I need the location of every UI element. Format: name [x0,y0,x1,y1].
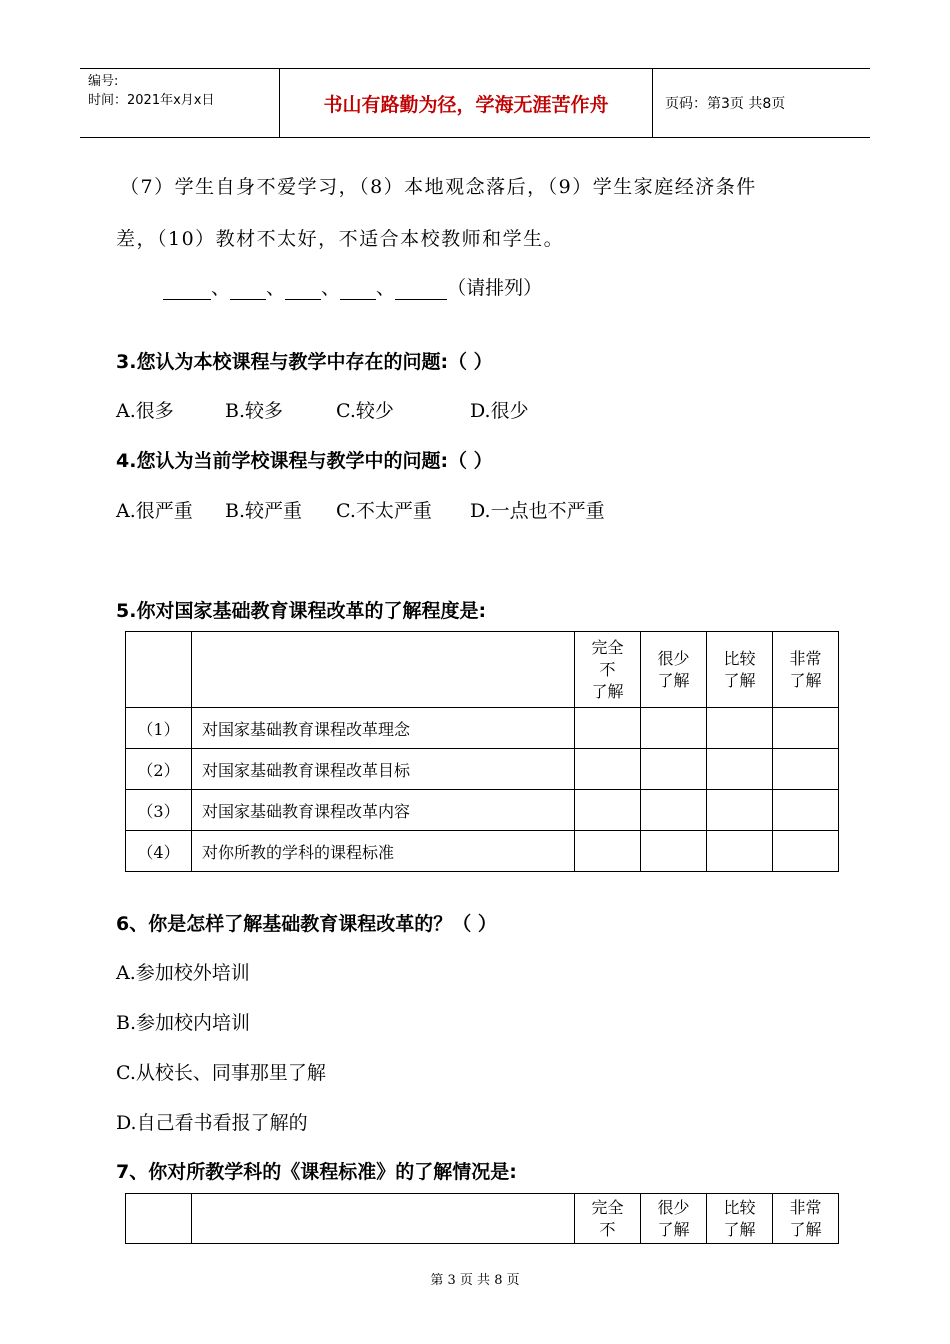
header-motto: 书山有路勤为径，学海无涯苦作舟 [280,69,653,137]
q7-header-very: 非常 了解 [773,1194,839,1244]
table-row [126,831,839,872]
table-header-row [126,632,839,708]
q5-header-none: 完全 不 了解 [575,632,641,708]
table-cell [126,1194,192,1244]
q5-table [125,631,839,872]
row-number: （1） [126,708,192,749]
answer-cell[interactable] [773,831,839,872]
question-5-title: 5.你对国家基础教育课程改革的了解程度是: [116,600,487,622]
answer-cell[interactable] [575,749,641,790]
rank-blank[interactable] [285,279,321,300]
intro-line-1: （7）学生自身不爱学习，（8）本地观念落后，（9）学生家庭经济条件 [120,176,757,198]
row-item: 对国家基础教育课程改革理念 [192,708,575,749]
q7-header-none: 完全 不 [575,1194,641,1244]
q6-option-b[interactable]: B.参加校内培训 [116,1012,251,1034]
q3-option-b[interactable]: B.较多 [225,400,284,422]
rank-separator: 、 [321,277,341,299]
row-item: 对你所教的学科的课程标准 [192,831,575,872]
answer-cell[interactable] [641,708,707,749]
answer-cell[interactable] [575,831,641,872]
document-number-label: 编号: [88,74,119,89]
row-item: 对国家基础教育课程改革目标 [192,749,575,790]
q6-option-a[interactable]: A.参加校外培训 [116,962,250,984]
answer-cell[interactable] [641,831,707,872]
q3-option-a[interactable]: A.很多 [116,400,174,422]
table-row [126,708,839,749]
header-page-code: 页码：第3页 共8页 [665,96,786,112]
table-cell [192,632,575,708]
table-header-row [126,1194,839,1244]
rank-blank[interactable] [395,279,447,300]
table-cell [192,1194,575,1244]
q4-option-c[interactable]: C.不太严重 [336,500,432,522]
row-number: （2） [126,749,192,790]
question-7-title: 7、你对所教学科的《课程标准》的了解情况是: [116,1161,517,1183]
document-time-label: 时间：2021年x月x日 [88,93,215,108]
answer-cell[interactable] [773,708,839,749]
answer-cell[interactable] [707,708,773,749]
answer-cell[interactable] [641,749,707,790]
page-footer: 第 3 页 共 8 页 [430,1273,520,1288]
answer-cell[interactable] [707,790,773,831]
answer-cell[interactable] [773,749,839,790]
q3-option-c[interactable]: C.较少 [336,400,394,422]
question-3-title: 3.您认为本校课程与教学中存在的问题:（ ） [116,351,493,373]
rank-hint: （请排列） [447,277,543,299]
question-4-title: 4.您认为当前学校课程与教学中的问题:（ ） [116,450,493,472]
q5-header-very: 非常 了解 [773,632,839,708]
row-number: （3） [126,790,192,831]
rank-blank[interactable] [230,279,266,300]
q4-option-d[interactable]: D.一点也不严重 [470,500,605,522]
q4-option-b[interactable]: B.较严重 [225,500,303,522]
rank-separator: 、 [211,277,231,299]
row-number: （4） [126,831,192,872]
page-header [80,68,870,138]
q6-option-c[interactable]: C.从校长、同事那里了解 [116,1062,326,1084]
rank-separator: 、 [266,277,286,299]
answer-cell[interactable] [641,790,707,831]
row-item: 对国家基础教育课程改革内容 [192,790,575,831]
rank-separator: 、 [376,277,396,299]
answer-cell[interactable] [773,790,839,831]
answer-cell[interactable] [707,831,773,872]
table-row [126,749,839,790]
q5-header-little: 很少 了解 [641,632,707,708]
rank-blank[interactable] [163,279,211,300]
q7-table [125,1193,839,1244]
q6-option-d[interactable]: D.自己看书看报了解的 [116,1112,308,1134]
answer-cell[interactable] [707,749,773,790]
intro-line-2: 差，（10）教材不太好，不适合本校教师和学生。 [116,228,565,250]
q3-option-d[interactable]: D.很少 [470,400,529,422]
answer-cell[interactable] [575,790,641,831]
q4-option-a[interactable]: A.很严重 [116,500,193,522]
question-6-title: 6、你是怎样了解基础教育课程改革的？（ ） [116,913,497,935]
table-row [126,790,839,831]
header-meta [80,69,280,137]
table-cell [126,632,192,708]
rank-blank[interactable] [340,279,376,300]
answer-cell[interactable] [575,708,641,749]
q7-header-fair: 比较 了解 [707,1194,773,1244]
q7-header-little: 很少 了解 [641,1194,707,1244]
ranking-blanks [163,273,542,300]
q5-header-fair: 比较 了解 [707,632,773,708]
